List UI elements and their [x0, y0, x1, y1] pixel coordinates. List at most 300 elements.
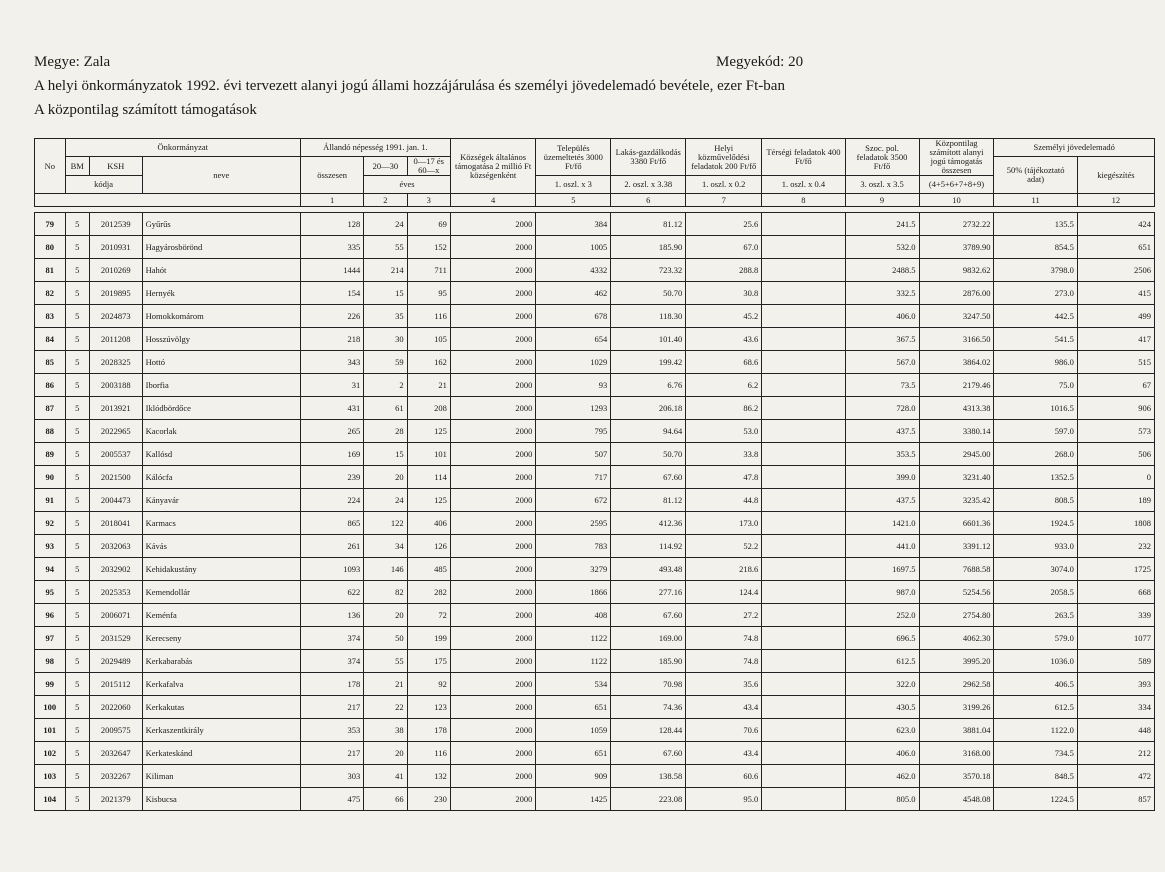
row-kieg: 499 — [1077, 305, 1154, 328]
row-pop-total: 218 — [300, 328, 363, 351]
row-kozponti: 3789.90 — [919, 236, 994, 259]
row-pop-0-17: 114 — [407, 466, 450, 489]
row-kozsegek: 2000 — [450, 305, 536, 328]
row-bm: 5 — [65, 558, 89, 581]
row-pop-20-30: 15 — [364, 282, 407, 305]
row-no: 99 — [35, 673, 66, 696]
row-name: Kallósd — [142, 443, 300, 466]
row-szoc: 696.5 — [845, 627, 919, 650]
row-szoc: 399.0 — [845, 466, 919, 489]
row-szoc: 462.0 — [845, 765, 919, 788]
row-kozsegek: 2000 — [450, 604, 536, 627]
row-kozponti: 2732.22 — [919, 213, 994, 236]
table-row — [35, 443, 1155, 466]
row-szoc: 441.0 — [845, 535, 919, 558]
row-pop-20-30: 28 — [364, 420, 407, 443]
row-pop-0-17: 132 — [407, 765, 450, 788]
row-name: Iklódbördőce — [142, 397, 300, 420]
col-number: 3 — [407, 194, 450, 207]
row-kozponti: 5254.56 — [919, 581, 994, 604]
row-pop-total: 154 — [300, 282, 363, 305]
row-kozponti: 3570.18 — [919, 765, 994, 788]
row-lakas: 50.70 — [611, 282, 686, 305]
row-lakas: 412.36 — [611, 512, 686, 535]
row-kieg: 1077 — [1077, 627, 1154, 650]
row-pop-total: 622 — [300, 581, 363, 604]
row-tersegi — [762, 466, 845, 489]
row-helyi: 95.0 — [686, 788, 762, 811]
row-tersegi — [762, 673, 845, 696]
row-kozponti: 2962.58 — [919, 673, 994, 696]
row-tersegi — [762, 489, 845, 512]
row-kozsegek: 2000 — [450, 627, 536, 650]
row-tersegi — [762, 420, 845, 443]
row-lakas: 206.18 — [611, 397, 686, 420]
row-szoc: 406.0 — [845, 742, 919, 765]
county-label: Megye: Zala — [34, 54, 111, 70]
row-kieg: 189 — [1077, 489, 1154, 512]
row-pop-0-17: 162 — [407, 351, 450, 374]
row-szoc: 73.5 — [845, 374, 919, 397]
row-kozponti: 3199.26 — [919, 696, 994, 719]
row-lakas: 74.36 — [611, 696, 686, 719]
row-telepules: 651 — [536, 696, 611, 719]
row-lakas: 493.48 — [611, 558, 686, 581]
row-kieg: 415 — [1077, 282, 1154, 305]
row-no: 81 — [35, 259, 66, 282]
row-helyi: 60.6 — [686, 765, 762, 788]
row-telepules: 534 — [536, 673, 611, 696]
row-kieg: 448 — [1077, 719, 1154, 742]
row-tersegi — [762, 788, 845, 811]
row-pop-0-17: 152 — [407, 236, 450, 259]
row-pop-total: 865 — [300, 512, 363, 535]
row-telepules: 384 — [536, 213, 611, 236]
row-kozponti: 3995.20 — [919, 650, 994, 673]
row-kozsegek: 2000 — [450, 512, 536, 535]
row-kieg: 668 — [1077, 581, 1154, 604]
row-lakas: 223.08 — [611, 788, 686, 811]
row-name: Kálócfa — [142, 466, 300, 489]
row-bm: 5 — [65, 420, 89, 443]
row-name: Iborfia — [142, 374, 300, 397]
col-helyi-formula: 1. oszl. x 0.2 — [686, 176, 762, 194]
row-szja50: 263.5 — [994, 604, 1077, 627]
row-pop-0-17: 101 — [407, 443, 450, 466]
row-no: 98 — [35, 650, 66, 673]
row-ksh: 2025353 — [89, 581, 142, 604]
table-row — [35, 397, 1155, 420]
row-lakas: 94.64 — [611, 420, 686, 443]
row-kozsegek: 2000 — [450, 673, 536, 696]
row-kieg: 1725 — [1077, 558, 1154, 581]
row-pop-0-17: 95 — [407, 282, 450, 305]
row-tersegi — [762, 305, 845, 328]
row-pop-0-17: 175 — [407, 650, 450, 673]
row-no: 79 — [35, 213, 66, 236]
row-kozsegek: 2000 — [450, 397, 536, 420]
row-helyi: 6.2 — [686, 374, 762, 397]
col-kieg: kiegészítés — [1077, 157, 1154, 194]
row-helyi: 288.8 — [686, 259, 762, 282]
row-pop-0-17: 230 — [407, 788, 450, 811]
row-ksh: 2031529 — [89, 627, 142, 650]
col-number: 10 — [919, 194, 994, 207]
row-pop-total: 374 — [300, 650, 363, 673]
row-helyi: 30.8 — [686, 282, 762, 305]
col-lakas: Lakás-gazdálkodás 3380 Ft/fő — [611, 139, 686, 176]
row-pop-20-30: 20 — [364, 604, 407, 627]
table-row — [35, 673, 1155, 696]
col-number-spacer — [35, 194, 301, 207]
col-no: No — [35, 139, 66, 194]
row-szja50: 268.0 — [994, 443, 1077, 466]
row-pop-20-30: 146 — [364, 558, 407, 581]
table-row — [35, 420, 1155, 443]
row-name: Hagyárosbörönd — [142, 236, 300, 259]
row-pop-0-17: 21 — [407, 374, 450, 397]
table-row — [35, 259, 1155, 282]
row-szja50: 1224.5 — [994, 788, 1077, 811]
row-no: 82 — [35, 282, 66, 305]
row-kieg: 515 — [1077, 351, 1154, 374]
row-kozponti: 3864.02 — [919, 351, 994, 374]
row-kozsegek: 2000 — [450, 213, 536, 236]
row-helyi: 53.0 — [686, 420, 762, 443]
row-lakas: 101.40 — [611, 328, 686, 351]
row-ksh: 2009575 — [89, 719, 142, 742]
row-bm: 5 — [65, 259, 89, 282]
row-pop-total: 431 — [300, 397, 363, 420]
row-pop-total: 178 — [300, 673, 363, 696]
row-name: Kávás — [142, 535, 300, 558]
row-szja50: 734.5 — [994, 742, 1077, 765]
row-lakas: 118.30 — [611, 305, 686, 328]
row-pop-20-30: 214 — [364, 259, 407, 282]
row-helyi: 68.6 — [686, 351, 762, 374]
row-helyi: 43.4 — [686, 742, 762, 765]
row-tersegi — [762, 581, 845, 604]
row-no: 80 — [35, 236, 66, 259]
row-ksh: 2022060 — [89, 696, 142, 719]
row-kieg: 417 — [1077, 328, 1154, 351]
row-helyi: 173.0 — [686, 512, 762, 535]
row-kozsegek: 2000 — [450, 328, 536, 351]
row-kieg: 857 — [1077, 788, 1154, 811]
row-lakas: 114.92 — [611, 535, 686, 558]
row-szoc: 567.0 — [845, 351, 919, 374]
row-kozponti: 3380.14 — [919, 420, 994, 443]
row-pop-0-17: 123 — [407, 696, 450, 719]
col-kozponti-formula: (4+5+6+7+8+9) — [919, 176, 994, 194]
row-kozsegek: 2000 — [450, 788, 536, 811]
row-tersegi — [762, 236, 845, 259]
row-name: Kiliman — [142, 765, 300, 788]
row-lakas: 185.90 — [611, 650, 686, 673]
row-szja50: 135.5 — [994, 213, 1077, 236]
table-row — [35, 650, 1155, 673]
row-telepules: 783 — [536, 535, 611, 558]
row-kieg: 472 — [1077, 765, 1154, 788]
row-helyi: 218.6 — [686, 558, 762, 581]
row-telepules: 1866 — [536, 581, 611, 604]
row-name: Hosszúvölgy — [142, 328, 300, 351]
row-pop-total: 1444 — [300, 259, 363, 282]
row-pop-0-17: 116 — [407, 305, 450, 328]
row-bm: 5 — [65, 604, 89, 627]
table-row — [35, 512, 1155, 535]
row-szoc: 241.5 — [845, 213, 919, 236]
row-no: 88 — [35, 420, 66, 443]
row-kozsegek: 2000 — [450, 742, 536, 765]
row-kozsegek: 2000 — [450, 650, 536, 673]
table-row — [35, 627, 1155, 650]
col-age-0-17: 0—17 és 60—x — [407, 157, 450, 176]
row-pop-total: 136 — [300, 604, 363, 627]
row-ksh: 2010269 — [89, 259, 142, 282]
table-body — [35, 213, 1155, 811]
row-helyi: 27.2 — [686, 604, 762, 627]
row-kieg: 334 — [1077, 696, 1154, 719]
row-pop-0-17: 199 — [407, 627, 450, 650]
row-lakas: 199.42 — [611, 351, 686, 374]
row-kozponti: 3391.12 — [919, 535, 994, 558]
row-szja50: 2058.5 — [994, 581, 1077, 604]
row-telepules: 1005 — [536, 236, 611, 259]
row-helyi: 74.8 — [686, 650, 762, 673]
row-szja50: 273.0 — [994, 282, 1077, 305]
row-pop-total: 239 — [300, 466, 363, 489]
row-szja50: 1122.0 — [994, 719, 1077, 742]
row-pop-total: 217 — [300, 742, 363, 765]
col-number: 8 — [762, 194, 845, 207]
row-pop-20-30: 55 — [364, 650, 407, 673]
row-szoc: 728.0 — [845, 397, 919, 420]
table-row — [35, 581, 1155, 604]
row-pop-20-30: 61 — [364, 397, 407, 420]
row-bm: 5 — [65, 742, 89, 765]
row-bm: 5 — [65, 719, 89, 742]
table-row — [35, 788, 1155, 811]
row-pop-20-30: 50 — [364, 627, 407, 650]
row-kieg: 232 — [1077, 535, 1154, 558]
row-lakas: 185.90 — [611, 236, 686, 259]
row-name: Kisbucsa — [142, 788, 300, 811]
row-szja50: 3798.0 — [994, 259, 1077, 282]
row-szoc: 353.5 — [845, 443, 919, 466]
row-szoc: 437.5 — [845, 420, 919, 443]
row-kozponti: 3166.50 — [919, 328, 994, 351]
row-telepules: 678 — [536, 305, 611, 328]
row-no: 101 — [35, 719, 66, 742]
row-bm: 5 — [65, 696, 89, 719]
table-row — [35, 305, 1155, 328]
row-no: 95 — [35, 581, 66, 604]
col-helyi: Helyi közművelődési feladatok 200 Ft/fő — [686, 139, 762, 176]
row-telepules: 93 — [536, 374, 611, 397]
col-osszesen: összesen — [300, 157, 363, 194]
row-kozsegek: 2000 — [450, 719, 536, 742]
row-kozponti: 4548.08 — [919, 788, 994, 811]
row-pop-0-17: 711 — [407, 259, 450, 282]
row-kozsegek: 2000 — [450, 489, 536, 512]
row-kieg: 0 — [1077, 466, 1154, 489]
row-kozsegek: 2000 — [450, 236, 536, 259]
row-szja50: 933.0 — [994, 535, 1077, 558]
row-tersegi — [762, 512, 845, 535]
row-no: 83 — [35, 305, 66, 328]
row-szoc: 332.5 — [845, 282, 919, 305]
row-lakas: 70.98 — [611, 673, 686, 696]
row-szoc: 2488.5 — [845, 259, 919, 282]
row-no: 97 — [35, 627, 66, 650]
row-lakas: 81.12 — [611, 213, 686, 236]
row-telepules: 909 — [536, 765, 611, 788]
col-number: 6 — [611, 194, 686, 207]
row-ksh: 2012539 — [89, 213, 142, 236]
row-pop-20-30: 66 — [364, 788, 407, 811]
row-szoc: 367.5 — [845, 328, 919, 351]
row-kieg: 67 — [1077, 374, 1154, 397]
row-ksh: 2032647 — [89, 742, 142, 765]
row-lakas: 50.70 — [611, 443, 686, 466]
col-number: 12 — [1077, 194, 1154, 207]
row-kozsegek: 2000 — [450, 558, 536, 581]
row-telepules: 462 — [536, 282, 611, 305]
row-kozponti: 7688.58 — [919, 558, 994, 581]
col-population: Állandó népesség 1991. jan. 1. — [300, 139, 450, 157]
row-bm: 5 — [65, 305, 89, 328]
row-szja50: 406.5 — [994, 673, 1077, 696]
col-szja: Személyi jövedelemadó — [994, 139, 1155, 157]
row-pop-20-30: 82 — [364, 581, 407, 604]
row-pop-0-17: 69 — [407, 213, 450, 236]
col-bm: BM — [65, 157, 89, 176]
row-ksh: 2015112 — [89, 673, 142, 696]
row-helyi: 33.8 — [686, 443, 762, 466]
row-pop-20-30: 38 — [364, 719, 407, 742]
row-name: Kányavár — [142, 489, 300, 512]
row-telepules: 2595 — [536, 512, 611, 535]
row-tersegi — [762, 696, 845, 719]
row-pop-total: 128 — [300, 213, 363, 236]
row-szja50: 1036.0 — [994, 650, 1077, 673]
table-row — [35, 696, 1155, 719]
row-name: Keménfa — [142, 604, 300, 627]
row-kozsegek: 2000 — [450, 259, 536, 282]
row-kieg: 424 — [1077, 213, 1154, 236]
row-telepules: 1059 — [536, 719, 611, 742]
row-kozponti: 2945.00 — [919, 443, 994, 466]
row-telepules: 1122 — [536, 650, 611, 673]
row-telepules: 717 — [536, 466, 611, 489]
row-kozponti: 2179.46 — [919, 374, 994, 397]
row-bm: 5 — [65, 351, 89, 374]
col-lakas-formula: 2. oszl. x 3.38 — [611, 176, 686, 194]
col-number: 11 — [994, 194, 1077, 207]
row-name: Karmacs — [142, 512, 300, 535]
col-number: 9 — [845, 194, 919, 207]
row-szoc: 532.0 — [845, 236, 919, 259]
row-tersegi — [762, 259, 845, 282]
row-pop-total: 303 — [300, 765, 363, 788]
row-szja50: 854.5 — [994, 236, 1077, 259]
row-helyi: 45.2 — [686, 305, 762, 328]
row-helyi: 74.8 — [686, 627, 762, 650]
row-pop-20-30: 55 — [364, 236, 407, 259]
row-no: 87 — [35, 397, 66, 420]
table-row — [35, 719, 1155, 742]
row-telepules: 651 — [536, 742, 611, 765]
row-pop-total: 1093 — [300, 558, 363, 581]
col-age-20-30: 20—30 — [364, 157, 407, 176]
col-onkormanyzat: Önkormányzat — [65, 139, 300, 157]
row-name: Kerecseny — [142, 627, 300, 650]
row-pop-20-30: 41 — [364, 765, 407, 788]
row-bm: 5 — [65, 535, 89, 558]
row-kieg: 573 — [1077, 420, 1154, 443]
col-number: 1 — [300, 194, 363, 207]
col-eves: éves — [364, 176, 451, 194]
row-name: Gyűrűs — [142, 213, 300, 236]
row-pop-20-30: 24 — [364, 489, 407, 512]
row-szoc: 430.5 — [845, 696, 919, 719]
document-title: A helyi önkormányzatok 1992. évi tervezett alanyi jogú állami hozzájárulása és személyi jövedelemadó bevétele, ezer Ft-ban — [34, 78, 785, 94]
row-name: Kerkafalva — [142, 673, 300, 696]
row-tersegi — [762, 535, 845, 558]
row-pop-total: 353 — [300, 719, 363, 742]
row-no: 91 — [35, 489, 66, 512]
col-szoc: Szoc. pol. feladatok 3500 Ft/fő — [845, 139, 919, 176]
row-no: 85 — [35, 351, 66, 374]
row-ksh: 2005537 — [89, 443, 142, 466]
row-kieg: 589 — [1077, 650, 1154, 673]
row-kozsegek: 2000 — [450, 696, 536, 719]
row-ksh: 2018041 — [89, 512, 142, 535]
row-szoc: 437.5 — [845, 489, 919, 512]
row-pop-0-17: 72 — [407, 604, 450, 627]
row-lakas: 169.00 — [611, 627, 686, 650]
row-pop-total: 374 — [300, 627, 363, 650]
row-kozponti: 4062.30 — [919, 627, 994, 650]
row-pop-0-17: 125 — [407, 420, 450, 443]
row-pop-20-30: 20 — [364, 742, 407, 765]
row-helyi: 25.6 — [686, 213, 762, 236]
table-row — [35, 466, 1155, 489]
row-kozponti: 2754.80 — [919, 604, 994, 627]
col-kodja: kódja — [65, 176, 142, 194]
row-tersegi — [762, 604, 845, 627]
row-kieg: 906 — [1077, 397, 1154, 420]
row-bm: 5 — [65, 282, 89, 305]
row-bm: 5 — [65, 673, 89, 696]
row-kozsegek: 2000 — [450, 282, 536, 305]
row-kozponti: 2876.00 — [919, 282, 994, 305]
row-pop-total: 343 — [300, 351, 363, 374]
row-telepules: 1293 — [536, 397, 611, 420]
row-pop-0-17: 178 — [407, 719, 450, 742]
col-kozponti: Központilag számított alanyi jogú támogatás összesen — [919, 139, 994, 176]
row-ksh: 2019895 — [89, 282, 142, 305]
row-kieg: 212 — [1077, 742, 1154, 765]
row-ksh: 2024873 — [89, 305, 142, 328]
row-szja50: 848.5 — [994, 765, 1077, 788]
row-ksh: 2032063 — [89, 535, 142, 558]
row-helyi: 35.6 — [686, 673, 762, 696]
row-ksh: 2032902 — [89, 558, 142, 581]
row-pop-0-17: 282 — [407, 581, 450, 604]
table-row — [35, 489, 1155, 512]
